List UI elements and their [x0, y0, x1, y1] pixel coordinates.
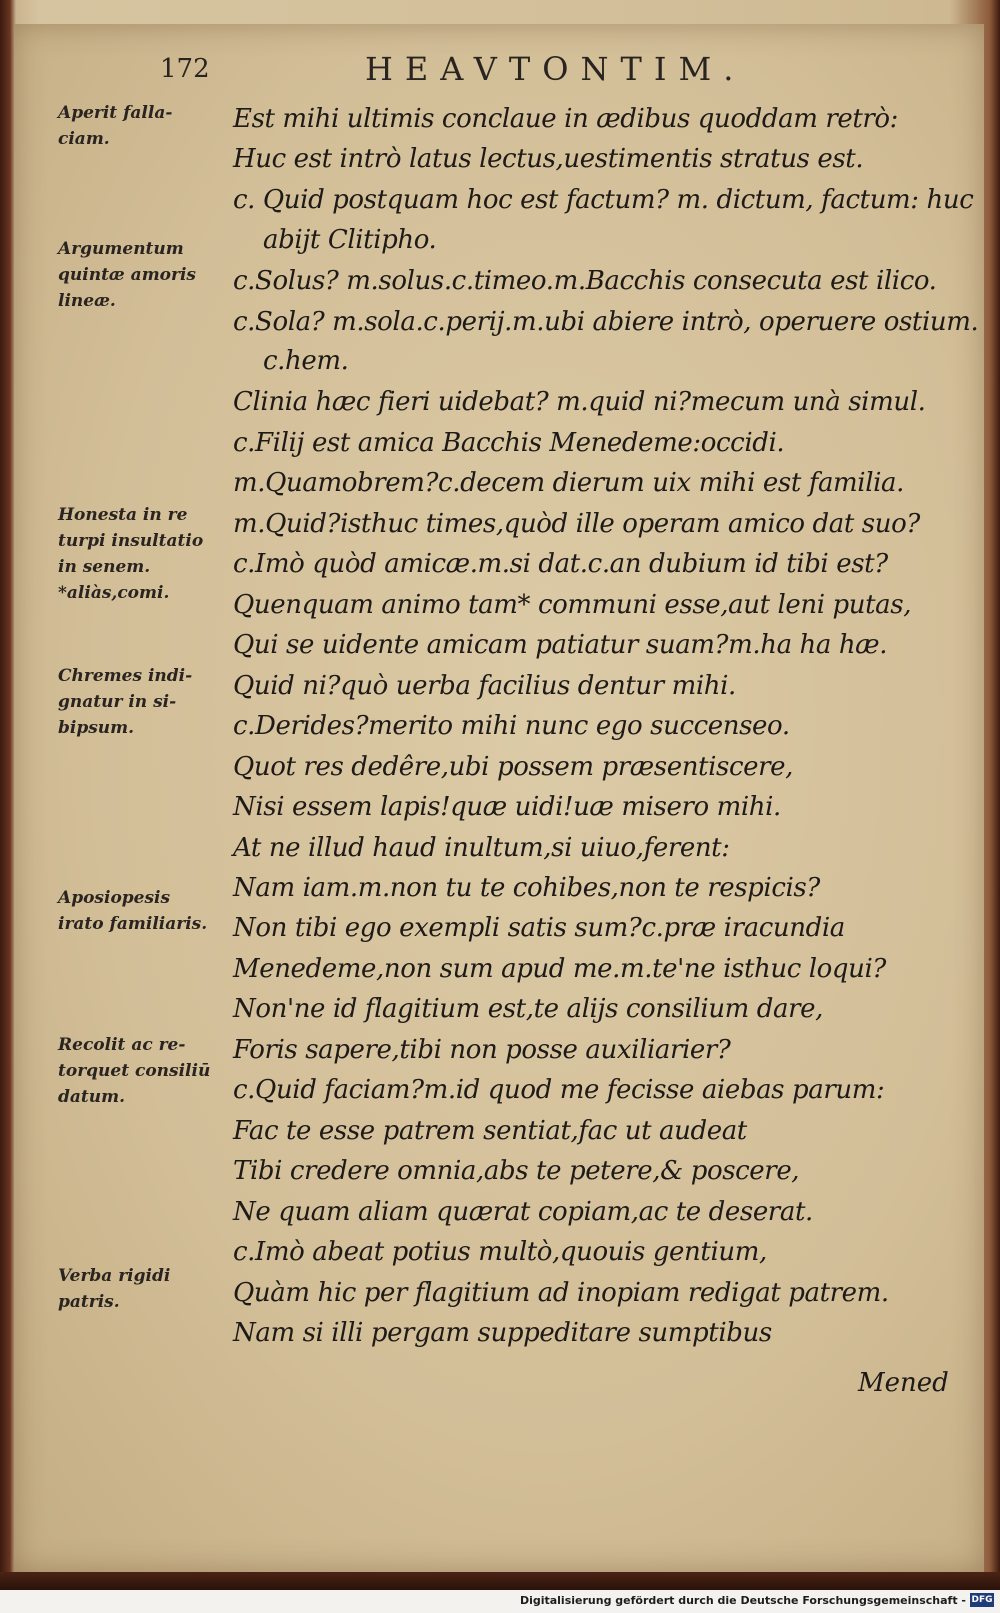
text-line: Quenquam animo tam* communi esse,aut leni putas,	[233, 590, 912, 620]
text-line: Nam iam.m.non tu te cohibes,non te respicis?	[233, 873, 820, 903]
text-line: Fac te esse patrem sentiat,fac ut audeat	[233, 1116, 747, 1146]
text-line: Clinia hæc fieri uidebat? m.quid ni?mecum unà simul.	[233, 387, 926, 417]
text-line: Foris sapere,tibi non posse auxiliarier?	[233, 1035, 731, 1065]
text-line: Tibi credere omnia,abs te petere,& poscere,	[233, 1156, 800, 1186]
text-line: abijt Clitipho.	[263, 225, 437, 255]
margin-note: Verba rigidi patris.	[58, 1266, 171, 1312]
text-line: c.hem.	[263, 346, 349, 376]
text-line: c.Imò abeat potius multò,quouis gentium,	[233, 1237, 767, 1267]
text-line: Menedeme,non sum apud me.m.te'ne isthuc loqui?	[233, 954, 886, 984]
text-line: c.Sola? m.sola.c.perij.m.ubi abiere intrò, operuere ostium.	[233, 307, 979, 337]
text-line: Non'ne id flagitium est,te alijs consilium dare,	[233, 994, 824, 1024]
text-line: c.Filij est amica Bacchis Menedeme:occidi.	[233, 428, 785, 458]
text-line: m.Quid?isthuc times,quòd ille operam amico dat suo?	[233, 509, 920, 539]
margin-note: Argumentum quintæ amoris lineæ.	[58, 239, 197, 311]
margin-note: Recolit ac re- torquet consiliū datum.	[58, 1035, 211, 1107]
text-line: m.Quamobrem?c.decem dierum uix mihi est familia.	[233, 468, 905, 498]
margin-note: Honesta in re turpi insultatio in senem. *aliàs,comi.	[58, 505, 204, 603]
running-title: HEAVTONTIM.	[365, 50, 746, 88]
text-line: c.Imò quòd amicæ.m.si dat.c.an dubium id tibi est?	[233, 549, 888, 579]
margin-note: Aposiopesis irato familiaris.	[58, 888, 208, 934]
text-line: At ne illud haud inultum,si uiuo,ferent:	[233, 833, 730, 863]
text-line: Nisi essem lapis!quæ uidi!uæ misero mihi.	[233, 792, 781, 822]
margin-note: Chremes indi- gnatur in si- bipsum.	[58, 666, 193, 738]
text-line: Quot res dedêre,ubi possem præsentiscere,	[233, 752, 793, 782]
footer-bar	[0, 1590, 1000, 1613]
footer-credit: Digitalisierung gefördert durch die Deutsche Forschungsgemeinschaft -	[519, 1594, 966, 1607]
text-line: Est mihi ultimis conclaue in ædibus quoddam retrò:	[233, 104, 899, 134]
text-line: Nam si illi pergam suppeditare sumptibus	[233, 1318, 772, 1348]
catchword: Mened	[858, 1368, 949, 1398]
text-line: c.Derides?merito mihi nunc ego succenseo.	[233, 711, 790, 741]
text-line: c.Quid faciam?m.id quod me fecisse aiebas parum:	[233, 1075, 885, 1105]
page-number: 172	[160, 54, 210, 84]
text-line: Huc est intrò latus lectus,uestimentis stratus est.	[233, 144, 864, 174]
text-line: Qui se uidente amicam patiatur suam?m.ha ha hæ.	[233, 630, 888, 660]
margin-note: Aperit falla- ciam.	[58, 103, 173, 149]
text-line: c. Quid postquam hoc est factum? m. dictum, factum: huc	[233, 185, 974, 215]
text-line: Non tibi ego exempli satis sum?c.præ iracundia	[233, 913, 845, 943]
text-line: c.Solus? m.solus.c.timeo.m.Bacchis consecuta est ilico.	[233, 266, 937, 296]
page-edge-shadow	[0, 1572, 1000, 1590]
text-line: Quid ni?quò uerba facilius dentur mihi.	[233, 671, 736, 701]
dfg-logo: DFG	[971, 1595, 993, 1605]
text-line: Ne quam aliam quærat copiam,ac te deserat.	[233, 1197, 813, 1227]
text-line: Quàm hic per flagitium ad inopiam redigat patrem.	[233, 1278, 889, 1308]
